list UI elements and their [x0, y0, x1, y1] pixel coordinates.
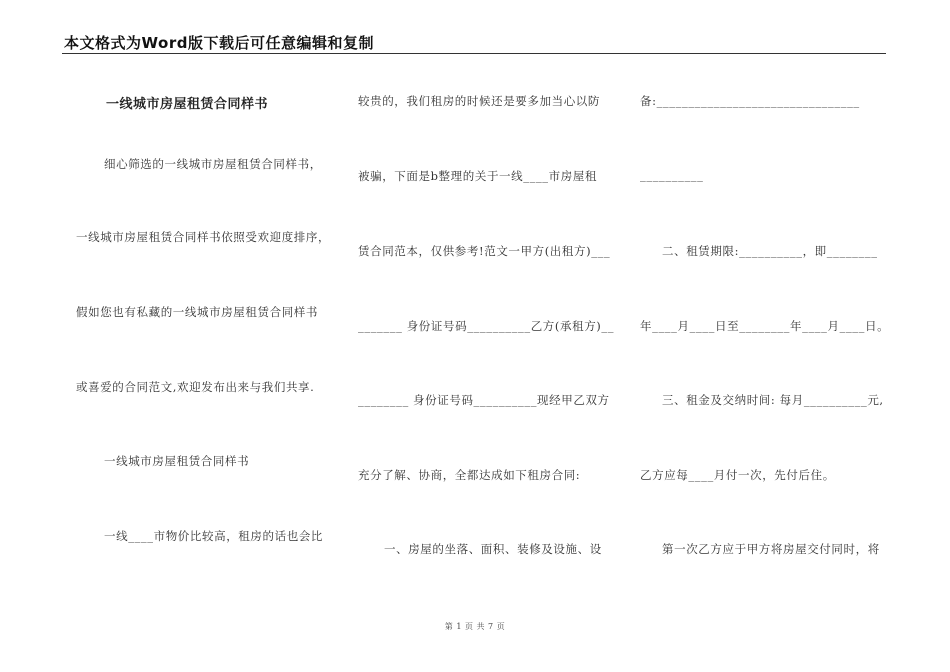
right-line-5: 三、租金及交纳时间: 每月__________元,: [662, 393, 884, 407]
left-line-3: 假如您也有私藏的一线城市房屋租赁合同样书: [76, 305, 318, 319]
middle-line-5: ________ 身份证号码__________现经甲乙双方: [358, 393, 610, 407]
middle-line-4: _______ 身份证号码__________乙方(承租方)__: [358, 319, 615, 333]
left-line-2: 一线城市房屋租赁合同样书依照受欢迎度排序，: [76, 230, 331, 244]
left-line-5: 一线城市房屋租赁合同样书: [104, 454, 250, 468]
right-line-4: 年____月____日至________年____月____日。: [640, 319, 890, 333]
right-line-3: 二、租赁期限:__________，即________: [662, 244, 878, 258]
left-line-6: 一线____市物价比较高，租房的话也会比: [104, 529, 323, 543]
right-line-6: 乙方应每____月付一次，先付后住。: [640, 468, 835, 482]
middle-line-6: 充分了解、协商，全都达成如下租房合同:: [358, 468, 581, 482]
middle-line-2: 被骗，下面是b整理的关于一线____市房屋租: [358, 169, 598, 183]
page-number: 第 1 页 共 7 页: [444, 622, 506, 631]
left-line-1: 细心筛选的一线城市房屋租赁合同样书，: [104, 157, 322, 171]
right-line-2: __________: [640, 168, 704, 182]
left-line-4: 或喜爱的合同范文,欢迎发布出来与我们共享.: [76, 380, 315, 394]
right-line-1: 备:________________________________: [640, 94, 860, 108]
middle-line-1: 较贵的，我们租房的时候还是要多加当心以防: [358, 94, 600, 108]
right-line-7: 第一次乙方应于甲方将房屋交付同时，将: [662, 542, 880, 556]
document-title: 一线城市房屋租赁合同样书: [106, 97, 269, 112]
header-divider: [62, 53, 886, 54]
middle-line-7: 一、房屋的坐落、面积、装修及设施、设: [384, 542, 602, 556]
header-title: 本文格式为Word版下载后可任意编辑和复制: [64, 34, 374, 52]
middle-line-3: 赁合同范本，仅供参考!范文一甲方(出租方)___: [358, 244, 611, 258]
